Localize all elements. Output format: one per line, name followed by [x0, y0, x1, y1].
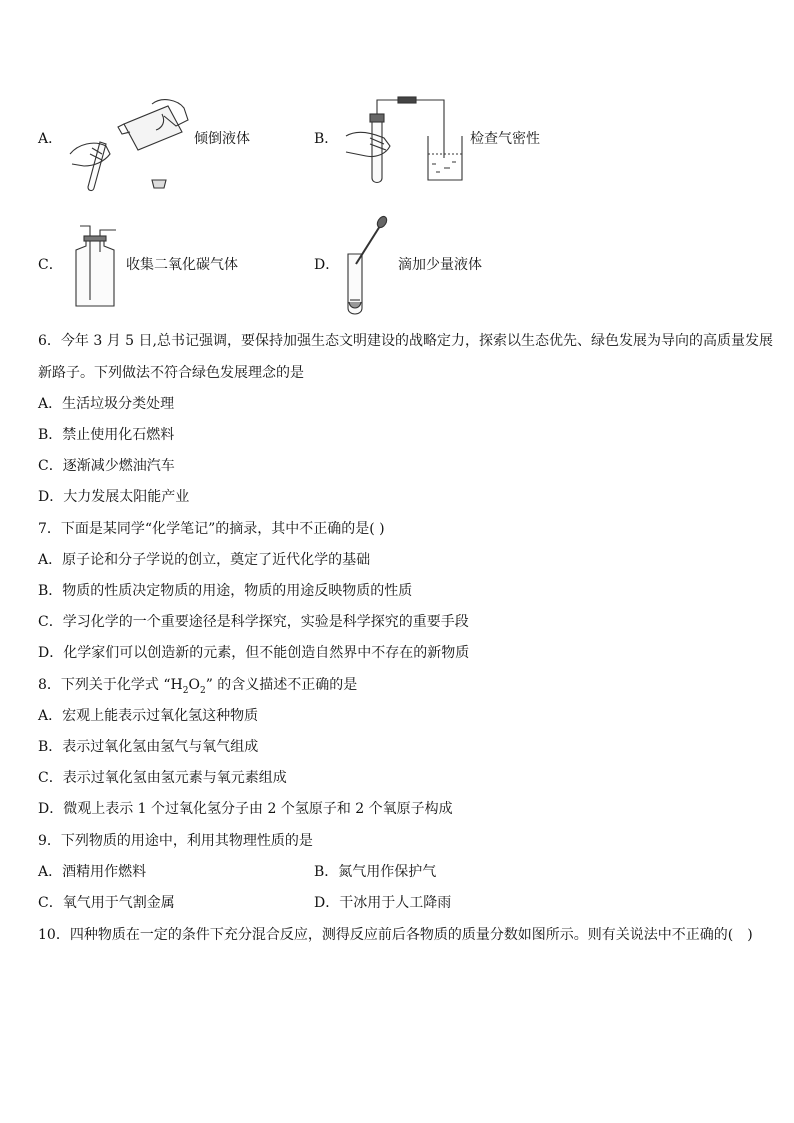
pouring-liquid-illustration: [66, 96, 192, 192]
q7-option-a: A．原子论和分子学说的创立，奠定了近代化学的基础: [38, 552, 371, 568]
q7-option-c: C．学习化学的一个重要途径是科学探究，实验是科学探究的重要手段: [38, 614, 469, 630]
option-b-caption: 检查气密性: [470, 131, 540, 147]
q6-option-c: C．逐渐减少燃油汽车: [38, 458, 175, 474]
q10-stem: 10．四种物质在一定的条件下充分混合反应，测得反应前后各物质的质量分数如图所示。则有关说法中不正确的( ): [38, 927, 753, 943]
q9-stem: 9．下列物质的用途中，利用其物理性质的是: [38, 833, 313, 849]
q8-option-a: A．宏观上能表示过氧化氢这种物质: [38, 708, 259, 724]
q9-option-c: C．氧气用于气割金属: [38, 895, 175, 911]
option-c-letter: C．: [38, 257, 63, 273]
q7-option-d: D．化学家们可以创造新的元素，但不能创造自然界中不存在的新物质: [38, 645, 470, 661]
q6-stem-line1: 6．今年 3 月 5 日,总书记强调，要保持加强生态文明建设的战略定力，探索以生态优先、绿色发展为导向的高质量发展: [38, 333, 773, 349]
gas-bottle-illustration: [72, 222, 118, 310]
q7-option-b: B．物质的性质决定物质的用途，物质的用途反映物质的性质: [38, 583, 413, 599]
q6-option-a: A．生活垃圾分类处理: [38, 396, 175, 412]
q8-option-c: C．表示过氧化氢由氢元素与氧元素组成: [38, 770, 287, 786]
option-b-letter: B．: [314, 131, 339, 147]
q9-option-a: A．酒精用作燃料: [38, 864, 147, 880]
q8-option-d: D．微观上表示 1 个过氧化氢分子由 2 个氢原子和 2 个氧原子构成: [38, 801, 453, 817]
option-c-caption: 收集二氧化碳气体: [126, 257, 238, 273]
q6-option-b: B．禁止使用化石燃料: [38, 427, 175, 443]
option-a-letter: A．: [38, 131, 63, 147]
q8-stem: 8．下列关于化学式 “$H_2O_2$” 的含义描述不正确的是: [38, 677, 358, 696]
q8-option-b: B．表示过氧化氢由氢气与氧气组成: [38, 739, 259, 755]
option-d-caption: 滴加少量液体: [398, 257, 482, 273]
q7-stem: 7．下面是某同学“化学笔记”的摘录，其中不正确的是( ): [38, 521, 385, 537]
airtightness-check-illustration: [340, 92, 470, 188]
q6-option-d: D．大力发展太阳能产业: [38, 489, 190, 505]
option-a-caption: 倾倒液体: [194, 131, 250, 147]
dropper-illustration: [342, 214, 392, 318]
option-d-letter: D．: [314, 257, 340, 273]
q9-option-d: D．干冰用于人工降雨: [314, 895, 452, 911]
q6-stem-line2: 新路子。下列做法不符合绿色发展理念的是: [38, 365, 304, 381]
q9-option-b: B．氮气用作保护气: [314, 864, 437, 880]
